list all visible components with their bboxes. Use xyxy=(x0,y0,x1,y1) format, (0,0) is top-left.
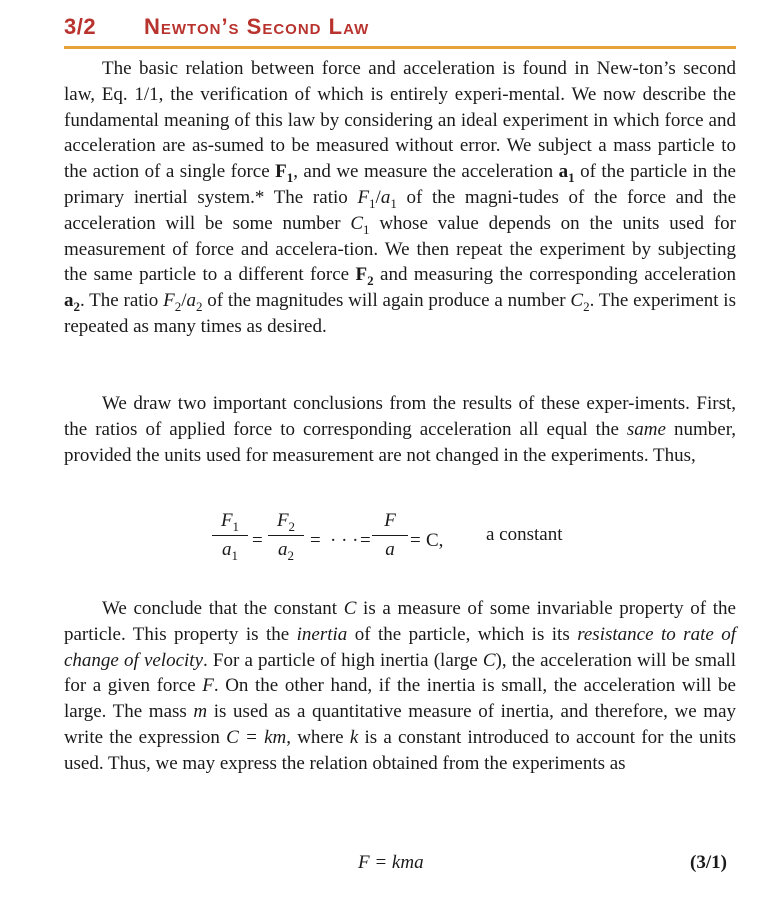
section-header xyxy=(64,12,736,49)
newton-second-law-equation: F = kma xyxy=(358,852,424,873)
fraction-f-a: $\frac{F}{a}$ xyxy=(372,510,408,561)
section-title: Newton’s Second Law xyxy=(144,14,370,39)
fraction-f1-a1: $\frac{F_1}{a_1}$ xyxy=(212,510,248,561)
equation-note: a constant xyxy=(486,524,563,545)
equation-number: (3/1) xyxy=(690,852,727,873)
ratio-equation: $\frac{F_1}{a_1}$ = $\frac{F_2}{a_2}$ = · · · = $\frac{F}{a}$ = C, xyxy=(212,510,612,574)
section-number: 3/2 xyxy=(64,14,97,39)
fraction-f2-a2: $\frac{F_2}{a_2}$ xyxy=(268,510,304,561)
paragraph-3: We conclude that the constant C is a measure of some invariable property of the particle. This property is the inertia of the particle, which is its resistance to rate of change of velocity. For a particle of high inertia (large C), the acceleration will be small for a given force F. On the other hand, if the inertia is small, the acceleration will be large. The mass m is used as a quantitative measure of inertia, and therefore, we may write the expression C = km, where k is a constant introduced to account for the units used. Thus, we may express the relation obtained from the experiments as xyxy=(64,598,737,774)
paragraph-2: We draw two important conclusions from the results of these exper-iments. First, the ratios of applied force to corresponding acceleration all equal the same number, provided the units used for measurement are not changed in the experiments. Thus, xyxy=(64,393,737,466)
paragraph-1: The basic relation between force and acceleration is found in New-ton’s second law, Eq. 1/1, the verification of which is entirely experi-mental. We now describe the fundamental meaning of this law by considering an ideal experiment in which force and acceleration are as-sumed to be measured without error. We subject a mass particle to the action of a single force $F_1$, and we measure the acceleration $a_1$ of the particle in the primary inertial system.* The ratio $F_1/a_1$ of the magni-tudes of the force and the acceleration will be some number $C_1$ whose value depends on the units used for measurement of force and accelera-tion. We then repeat the experiment by subjecting the same particle to a different force $F_2$ and measuring the corresponding acceleration $a_2$. The ratio $F_2/a_2$ of the magnitudes will again produce a number $C_2$. The experiment is repeated as many times as desired. xyxy=(64,58,736,337)
